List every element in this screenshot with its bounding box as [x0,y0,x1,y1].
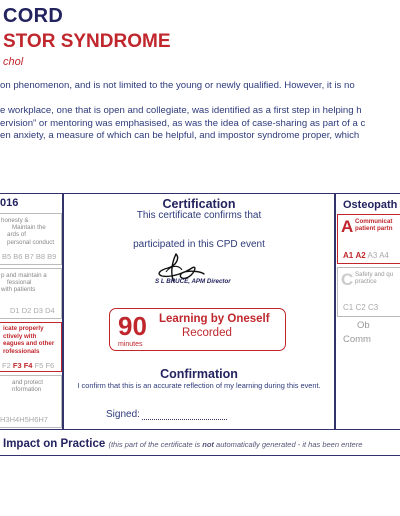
standard-d-codes [10,306,55,315]
standard-f-line-4: rofessionals [3,348,40,355]
code-d4: D4 [45,306,55,315]
osteo-a-line-1: Communicat [355,218,393,225]
duration-value: 90 [118,311,147,341]
standard-group-h [0,375,62,428]
intro-line-2: e workplace, one that is open and collegiate, was identified as a first step in helping h [0,105,362,116]
author-name: chol [3,56,24,68]
code-h5: H5 [19,415,29,424]
standard-b-line-3: ards of [7,231,26,238]
standard-d-line-1: p and maintain a [1,272,47,279]
standard-d-line-3: with patients [1,286,36,293]
osteo-c-codes [343,303,378,312]
osteo-c-line-2: practice [355,278,377,285]
standard-h-codes [0,415,48,424]
impact-note-bold: not [202,440,214,449]
learning-status: Recorded [182,327,232,339]
learning-type: Learning by Oneself [159,313,270,325]
osteo-letter-c: C [341,270,354,289]
code-a3: A3 [367,251,378,260]
intro-line-3: ervision” or mentoring was emphasised, as was the idea of case-sharing as part of a c [0,118,366,129]
code-d2: D2 [21,306,32,315]
code-f5: F5 [34,361,44,370]
code-d1: D1 [10,306,20,315]
confirmation-text: I confirm that this is an accurate reflection of my learning during this event. [77,381,321,390]
osteo-extra-2: Comm [343,334,371,345]
code-h3: H3 [0,415,10,424]
code-h4: H4 [9,415,20,424]
standard-h-line-1: and protect [12,379,43,386]
duration-unit: minutes [118,341,143,348]
code-f6: F6 [45,361,55,370]
code-c2: C2 [355,303,366,312]
code-c1: C1 [343,303,354,312]
code-b5: B5 [2,252,12,261]
code-h6: H6 [28,415,39,424]
certification-title: Certification [162,197,236,211]
osteo-group-c [337,267,400,317]
signature-line [142,419,227,420]
standard-h-line-2: nformation [12,386,42,393]
intro-line-1: on phenomenon, and is not limited to the young or newly qualified. However, it is no [0,80,355,91]
code-h7: H7 [38,415,48,424]
standard-f-line-1: icate properly [3,325,44,332]
code-b8: B8 [35,252,46,261]
certification-line-2: participated in this CPD event [133,239,265,250]
standard-f-line-3: eagues and other [3,340,55,347]
impact-note [108,440,362,449]
osteo-a-line-2: patient partn [355,225,393,232]
certification-line-1: This certificate confirms that [136,210,262,221]
code-d3: D3 [33,306,43,315]
topic-heading: STOR SYNDROME [3,31,171,52]
osteo-letter-a: A [341,217,354,236]
intro-line-4: en anxiety, a measure of which can be helpful, and impostor syndrome proper, which [0,130,360,141]
impact-heading: Impact on Practice [3,438,106,450]
osteopathic-title: Osteopath [343,199,398,211]
osteo-extra-1: Ob [357,320,370,331]
signed-label: Signed: [106,409,140,420]
confirmation-title: Confirmation [160,367,238,381]
standard-d-line-2: fessional [7,279,32,286]
standard-group-d [0,268,62,319]
code-f2: F2 [2,361,11,370]
impact-box [0,455,400,516]
code-b7: B7 [24,252,34,261]
record-heading: CORD [3,5,64,27]
osteo-a-codes [343,251,389,260]
standard-group-b [0,213,62,265]
osteo-c-line-1: Safety and qu [355,271,394,278]
standard-b-codes [2,252,56,261]
code-a2: A2 [355,251,366,260]
impact-title [3,438,362,450]
standard-f-codes [2,361,54,370]
osteo-group-a [337,214,400,264]
code-b6: B6 [13,252,23,261]
standards-title: 016 [0,197,19,209]
code-a1: A1 [343,251,354,260]
standard-b-line-1: honesty & [1,217,29,224]
code-c3: C3 [367,303,379,312]
standard-b-line-4: personal conduct [7,239,55,246]
impact-note-suffix: automatically generated - it has been entere [213,440,363,449]
impact-note-prefix: (this part of the certificate is [108,440,203,449]
signatory-name: S L BRUCE, APM Director [155,278,231,285]
standard-f-line-2: ctively with [3,333,37,340]
code-b9: B9 [47,252,57,261]
code-f3: F3 [12,361,22,370]
standard-b-line-2: Maintain the [12,224,46,231]
standard-group-f [0,322,62,372]
code-a4: A4 [379,251,389,260]
code-f4: F4 [23,361,33,370]
